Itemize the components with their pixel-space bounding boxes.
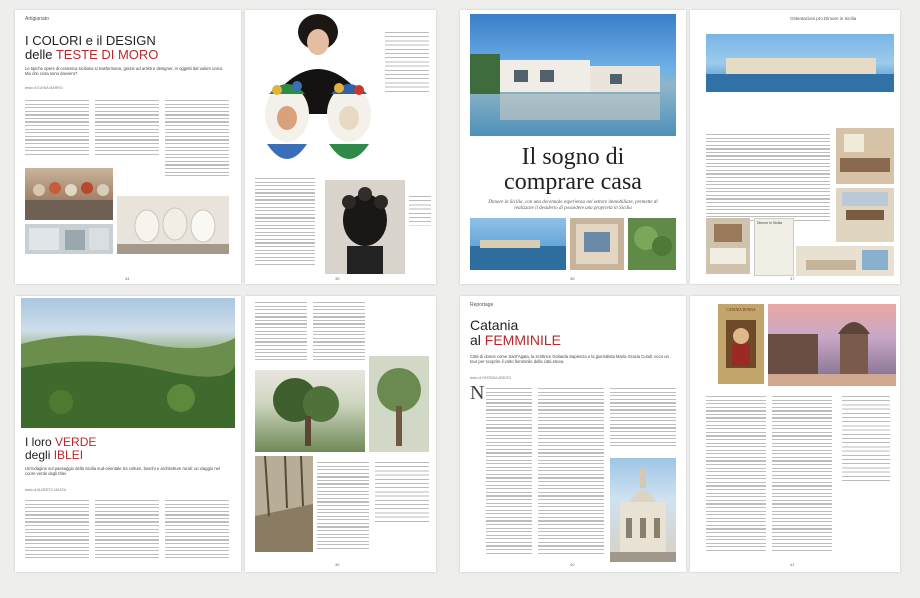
byline: testo di ALBERTO MAZZA [25,488,67,492]
photo-coast-town [470,218,566,270]
page-number: 41 [790,562,795,567]
spread3-right-page [245,296,436,572]
photo-book-cover [718,304,764,384]
headline-part1: I loro [25,435,52,449]
dropcap: N [470,382,485,404]
body-column-1 [706,134,830,226]
section-tag: Reportage [470,302,494,308]
photo-iblei-landscape [21,298,235,428]
photo-dry-stone-wall [255,456,313,552]
body-column-1 [255,178,315,272]
brand-box [754,218,794,276]
photo-black-head [325,180,405,274]
dek: Un'indagine sul paesaggio della Sicilia sud-orientale tra colture, boschi e architetture rurali: un viaggio nel cuore verde degli Iblei. [25,466,220,477]
headline-part3: FEMMINILE [484,331,562,348]
body-column-3 [165,100,229,186]
photo-ceramic-detail [25,224,113,254]
caption-black-head [409,196,431,226]
photo-lounge [796,246,894,276]
dek: Città di donne come Sant'Agata, la scrittrice Goliarda Sapienza e la giornalista Maria Grazia Cutuli: ecco un tour per scoprire il volto femminile della città etnea. [470,354,669,365]
dek: Le tipiche opere di ceramica siciliana si trasformano, grazie ad artisti e designer, in oggetti dal valore unico. Ma che cosa sono davvero? [25,66,224,77]
spread1-left-page [15,10,241,284]
photo-bedroom [706,218,750,274]
body-column-3 [610,388,676,452]
brand-box-title: Dimore in Sicilia [757,221,783,225]
spread1-right-page [245,10,436,284]
photo-carob-tree [255,370,365,452]
headline-part1: I COLORI e il DESIGN [25,33,156,48]
photo-garden [628,218,676,270]
caption-photo [842,396,890,484]
photo-villa-pool [470,14,676,136]
body-column-1 [706,396,766,562]
photo-catania-street-dusk [768,304,896,386]
photo-seaside-town [706,34,894,92]
byline: testo di PATRIZIA ARDITO [470,376,512,380]
body-column-3 [317,462,369,554]
book-title: CATANIA DONNA [726,308,756,312]
byline: testo di ELENA MARRO [25,86,63,90]
body-column-2 [95,500,159,564]
dek: Dimore in Sicilia, con una decennale esperienza nel settore immobiliare, permette di realizzare il desiderio di possedere una proprietà in Sicilia [488,200,658,212]
body-column-1 [486,388,532,564]
caption-designer [385,32,429,92]
caption-landscape [375,462,429,522]
headline: Il sogno di comprare casa [504,144,642,195]
page-number: 36 [570,276,575,281]
photo-ceramic-heads-white [117,196,229,254]
spread4-right-page [690,296,900,572]
page-number: 34 [125,276,130,281]
spread4-left-page [460,296,686,572]
section-tag: Ostentazioni pro Dimore in Sicilia [790,16,857,21]
headline-part2: delle [25,46,53,62]
photo-catania-cathedral [610,458,676,562]
headline-part3: degli [25,447,51,462]
headline-part2: VERDE [55,435,97,449]
body-column-2 [772,396,832,562]
page-number: 40 [570,562,575,567]
headline [25,34,235,61]
headline-part1: Catania [470,317,519,333]
headline-part4: IBLEI [53,447,84,462]
body-column-1 [255,302,307,366]
body-column-2 [95,100,159,162]
body-column-2 [538,388,604,564]
headline-part2: al [470,331,481,348]
body-column-3 [165,500,229,564]
photo-ceramic-heads-shelf [25,168,113,220]
page-number: 35 [335,276,340,281]
headline-part3: TESTE DI MORO [55,46,159,62]
page-number: 37 [790,276,795,281]
photo-interior-courtyard [570,218,624,270]
page-number: 39 [335,562,340,567]
headline [25,436,225,461]
body-column-1 [25,500,89,564]
photo-living-room [836,128,894,184]
body-column-2 [313,302,365,366]
spread2-left-page [460,10,686,284]
section-tag: Artigianato [25,16,49,22]
spread2-right-page [690,10,900,284]
photo-olive-grove [369,356,429,452]
photo-designer-with-heads [255,14,381,174]
spread3-left-page [15,296,241,572]
photo-dining-room [836,188,894,242]
body-column-1 [25,100,89,162]
headline [470,318,680,347]
